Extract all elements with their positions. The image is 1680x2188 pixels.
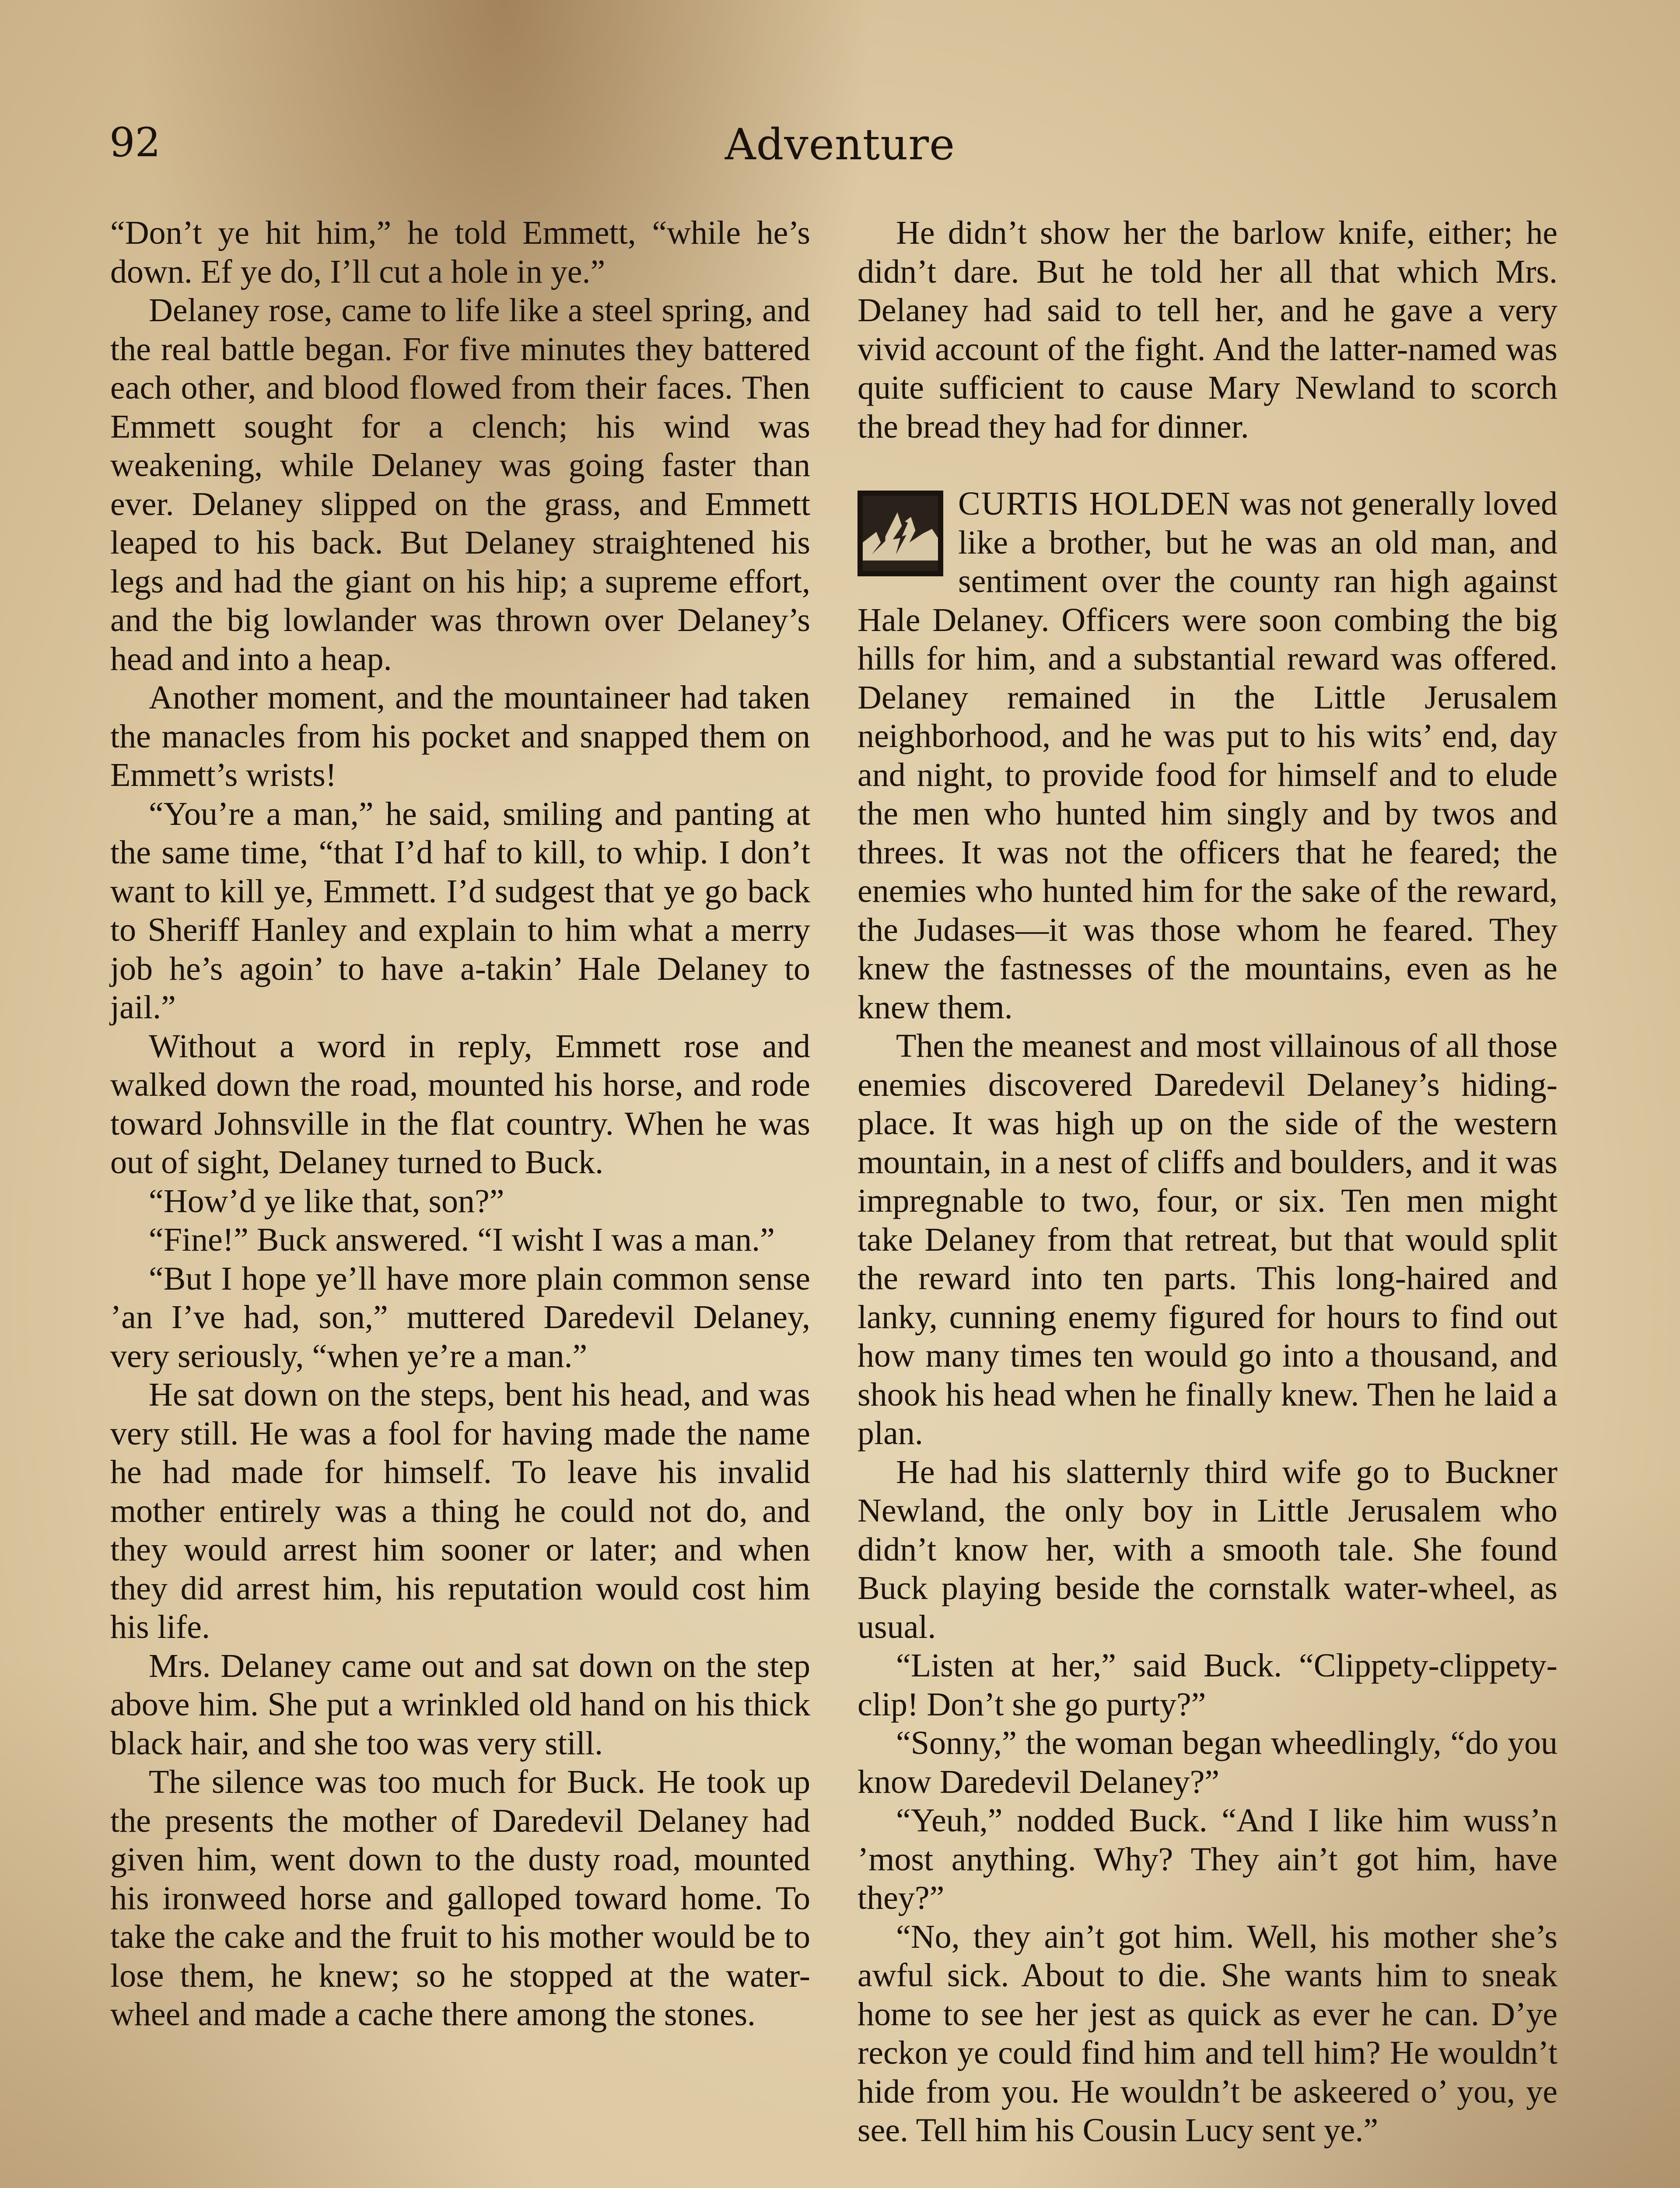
paragraph: “How’d ye like that, son?” xyxy=(149,1182,504,1220)
paragraph: “No, they ain’t got him. Well, his mother she’s awful sick. About to die. She wants him to sneak home to see her jest as quick as ever he can. D’ye reckon ye could find him and tell him? He wouldn’t hide from you. He wouldn’t be askeered o’ you, ye see. Tell him his Cousin Lucy sent ye.” xyxy=(858,1918,1558,2149)
paragraph: Mrs. Delaney came out and sat down on the step above him. She put a wrinkled old hand on his thick black hair, and she too was very still. xyxy=(110,1647,810,1762)
paragraph: “Don’t ye hit him,” he told Emmett, “while he’s down. Ef ye do, I’ll cut a hole in ye.” xyxy=(110,214,810,290)
paragraph: Without a word in reply, Emmett rose and walked down the road, mounted his horse, and rode toward Johnsville in the flat country. When he was out of sight, Delaney turned to Buck. xyxy=(110,1027,810,1181)
section-opening-paragraph xyxy=(858,484,1558,1027)
paragraph: Delaney rose, came to life like a steel spring, and the real battle began. For five minutes they battered each other, and blood flowed from their faces. Then Emmett sought for a clench; his wind was weakening, while Delaney was going faster than ever. Delaney slipped on the grass, and Emmett leaped to his back. But Delaney straightened his legs and had the giant on his hip; a supreme effort, and the big lowlander was thrown over Delaney’s head and into a heap. xyxy=(110,292,810,677)
paragraph: “Fine!” Buck answered. “I wisht I was a man.” xyxy=(149,1221,775,1258)
right-column xyxy=(858,214,1558,2150)
paragraph: He didn’t show her the barlow knife, either; he didn’t dare. But he told her all that which Mrs. Delaney had said to tell her, and he gave a very vivid account of the fight. And the latter-named was quite sufficient to cause Mary Newland to scorch the bread they had for dinner. xyxy=(858,214,1558,445)
running-head-title: Adventure xyxy=(724,120,956,170)
paragraph: “You’re a man,” he said, smiling and panting at the same time, “that I’d haf to kill, to whip. I don’t want to kill ye, Emmett. I’d sudgest that ye go back to Sheriff Hanley and explain to him what a merry job he’s agoin’ to have a-takin’ Hale Delaney to jail.” xyxy=(110,795,810,1026)
paragraph: “Yeuh,” nodded Buck. “And I like him wuss’n ’most anything. Why? They ain’t got him, have they?” xyxy=(858,1802,1558,1916)
paragraph: The silence was too much for Buck. He took up the presents the mother of Daredevil Delaney had given him, went down to the dusty road, mounted his ironweed horse and galloped toward home. To take the cake and the fruit to his mother would be to lose them, he knew; so he stopped at the water-wheel and made a cache there among the stones. xyxy=(110,1764,810,2033)
paragraph: Another moment, and the mountaineer had taken the manacles from his pocket and snapped them on Emmett’s wrists! xyxy=(110,679,810,793)
section-lead-in: CURTIS HOLDEN xyxy=(958,485,1231,522)
paragraph: Then the meanest and most villainous of all those enemies discovered Daredevil Delaney’s hiding-place. It was high up on the side of the western mountain, in a nest of cliffs and boulders, and it was impregnable to two, four, or six. Ten men might take Delaney from that retreat, but that would split the reward into ten parts. This long-haired and lanky, cunning enemy figured for hours to find out how many times ten would go into a thousand, and shook his head when he finally knew. Then he laid a plan. xyxy=(858,1027,1558,1452)
left-column xyxy=(110,214,810,2034)
paragraph: “But I hope ye’ll have more plain common sense ’an I’ve had, son,” muttered Daredevil Delaney, very seriously, “when ye’re a man.” xyxy=(110,1260,810,1375)
page-number: 92 xyxy=(109,119,161,166)
paragraph: He had his slatternly third wife go to Buckner Newland, the only boy in Little Jerusalem who didn’t know her, with a smooth tale. She found Buck playing beside the cornstalk water-wheel, as usual. xyxy=(858,1453,1558,1645)
paragraph: “Listen at her,” said Buck. “Clippety-clippety-clip! Don’t she go purty?” xyxy=(858,1647,1558,1723)
mountain-vignette-icon xyxy=(858,491,943,576)
paragraph: He sat down on the steps, bent his head, and was very still. He was a fool for having made the name he had made for himself. To leave his invalid mother entirely was a thing he could not do, and they would arrest him sooner or later; and when they did arrest him, his reputation would cost him his life. xyxy=(110,1376,810,1645)
section-text: was not generally loved like a brother, but he was an old man, and sentiment over the county ran high against Hale Delaney. Officers were soon combing the big hills for him, and a substantial reward was offered. Delaney remained in the Little Jerusalem neighborhood, and he was put to his wits’ end, day and night, to provide food for himself and to elude the men who hunted him singly and by twos and threes. It was not the officers that he feared; the enemies who hunted him for the sake of the reward, the Judases—it was those whom he feared. They knew the fastnesses of the mountains, even as he knew them. xyxy=(858,485,1558,1026)
paragraph: “Sonny,” the woman began wheedlingly, “do you know Daredevil Delaney?” xyxy=(858,1725,1558,1800)
